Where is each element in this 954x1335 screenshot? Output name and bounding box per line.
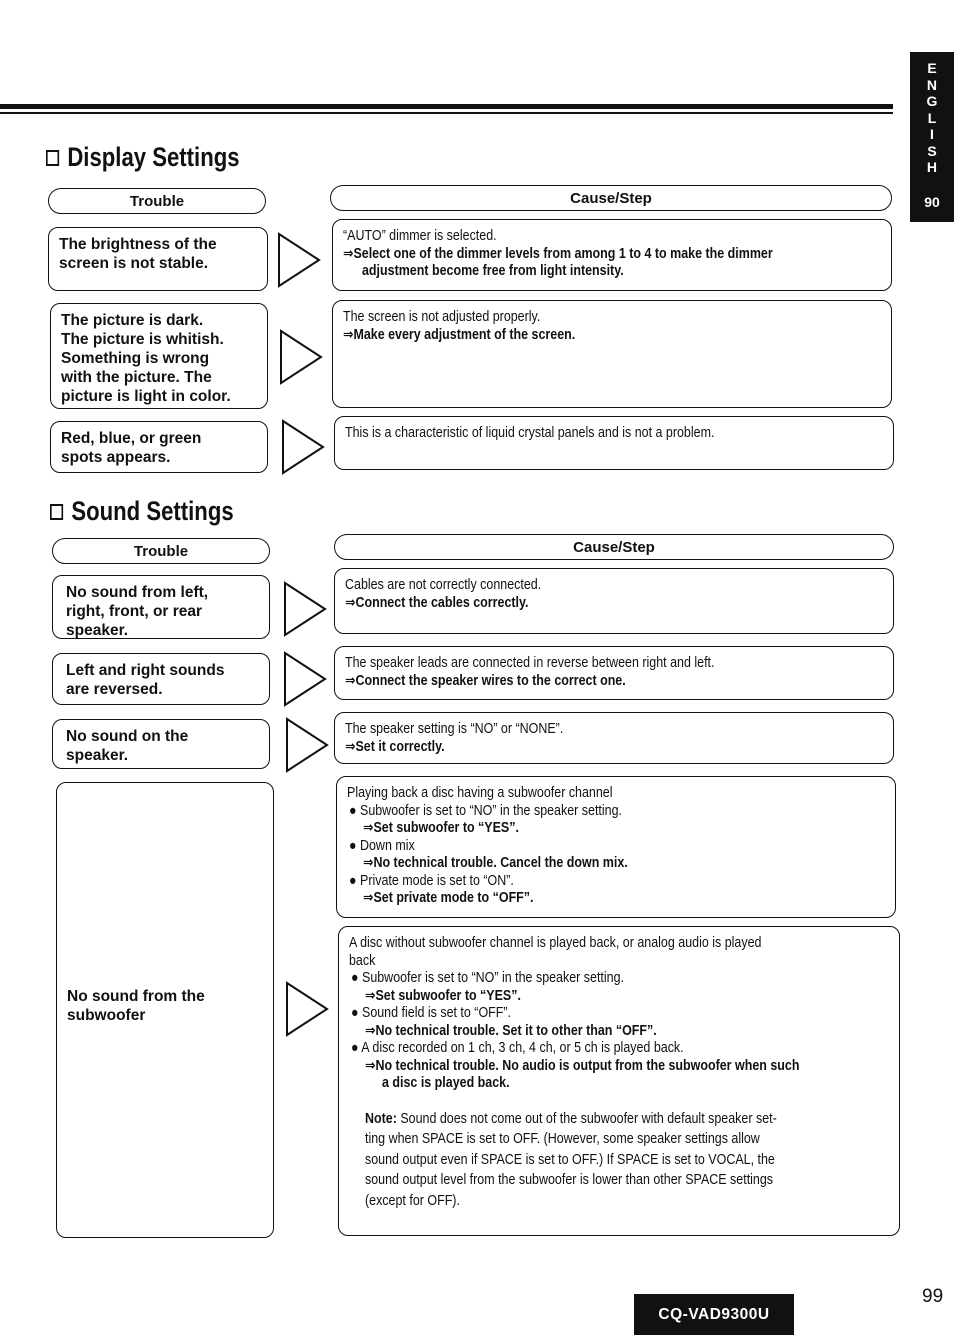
- header-rule-thin: [0, 112, 893, 114]
- sound-trouble-header: Trouble: [52, 538, 270, 564]
- language-tab: [910, 52, 954, 222]
- display-trouble-3: Red, blue, or green spots appears.: [50, 421, 268, 473]
- arrow-right-icon: [282, 580, 328, 638]
- display-cause-header: Cause/Step: [330, 185, 892, 211]
- display-trouble-2: The picture is dark. The picture is whitish. Something is wrong with the picture. The picture is light in color.: [50, 303, 268, 409]
- display-cause-1: “AUTO” dimmer is selected. ⇒Select one of the dimmer levels from among 1 to 4 to make the dimmer adjustment become free from light intensity.: [332, 219, 892, 291]
- sound-cause-header: Cause/Step: [334, 534, 894, 560]
- subwoofer-cause-2: A disc without subwoofer channel is played back, or analog audio is played back ● Subwoofer is set to “NO” in the speaker setting. ⇒Set subwoofer to “YES”. ● Sound field is set to “OFF”. ⇒No technical trouble. Set it to other than “OFF”. ● A disc recorded on 1 ch, 3 ch, 4 ch, or 5 ch is played back. ⇒No technical trouble. No audio is output from the subwoofer when such a disc is played back. Note: Sound does not come out of the subwoofer with default speaker set- ting when SPACE is set to OFF. (However, some speaker settings allow sound output even if SPACE is set to OFF.) If SPACE is set to VOCAL, the sound output level from the subwoofer is lower than other SPACE settings (except for OFF).: [338, 926, 900, 1236]
- display-settings-title: Display Settings: [46, 142, 240, 173]
- arrow-right-icon: [278, 328, 324, 386]
- arrow-right-icon: [284, 980, 330, 1038]
- checkbox-icon: [50, 504, 63, 520]
- model-badge: CQ-VAD9300U: [634, 1294, 794, 1335]
- page-number: 99: [922, 1286, 944, 1307]
- arrow-right-icon: [280, 418, 326, 476]
- header-rule: [0, 104, 893, 109]
- checkbox-icon: [46, 150, 59, 166]
- sound-trouble-3: No sound on the speaker.: [52, 719, 270, 769]
- subwoofer-cause-1: Playing back a disc having a subwoofer channel ● Subwoofer is set to “NO” in the speaker setting. ⇒Set subwoofer to “YES”. ● Down mix ⇒No technical trouble. Cancel the down mix. ● Private mode is set to “ON”. ⇒Set private mode to “OFF”.: [336, 776, 896, 918]
- arrow-right-icon: [282, 650, 328, 708]
- display-cause-2: The screen is not adjusted properly. ⇒Make every adjustment of the screen.: [332, 300, 892, 408]
- sound-trouble-1: No sound from left, right, front, or rear speaker.: [52, 575, 270, 639]
- sound-trouble-subwoofer: No sound from the subwoofer: [56, 782, 274, 1238]
- arrow-right-icon: [284, 716, 330, 774]
- display-trouble-header: Trouble: [48, 188, 266, 214]
- display-trouble-1: The brightness of the screen is not stable.: [48, 227, 268, 291]
- sound-settings-title: Sound Settings: [50, 496, 234, 527]
- language-tab-letters: E N G L I S H: [926, 60, 938, 175]
- sound-trouble-2: Left and right sounds are reversed.: [52, 653, 270, 705]
- display-cause-3: This is a characteristic of liquid crystal panels and is not a problem.: [334, 416, 894, 470]
- language-tab-number: 90: [924, 193, 940, 210]
- sound-cause-1: Cables are not correctly connected. ⇒Connect the cables correctly.: [334, 568, 894, 634]
- arrow-right-icon: [276, 231, 322, 289]
- subwoofer-note: Note: Sound does not come out of the subwoofer with default speaker set- ting when SPACE is set to OFF. (However, some speaker settings allow sound output even if SPACE is set to OFF.) If SPACE is set to VOCAL, the sound output level from the subwoofer is lower than other SPACE settings (except for OFF).: [365, 1110, 777, 1209]
- sound-cause-3: The speaker setting is “NO” or “NONE”. ⇒Set it correctly.: [334, 712, 894, 764]
- sound-cause-2: The speaker leads are connected in reverse between right and left. ⇒Connect the speaker wires to the correct one.: [334, 646, 894, 700]
